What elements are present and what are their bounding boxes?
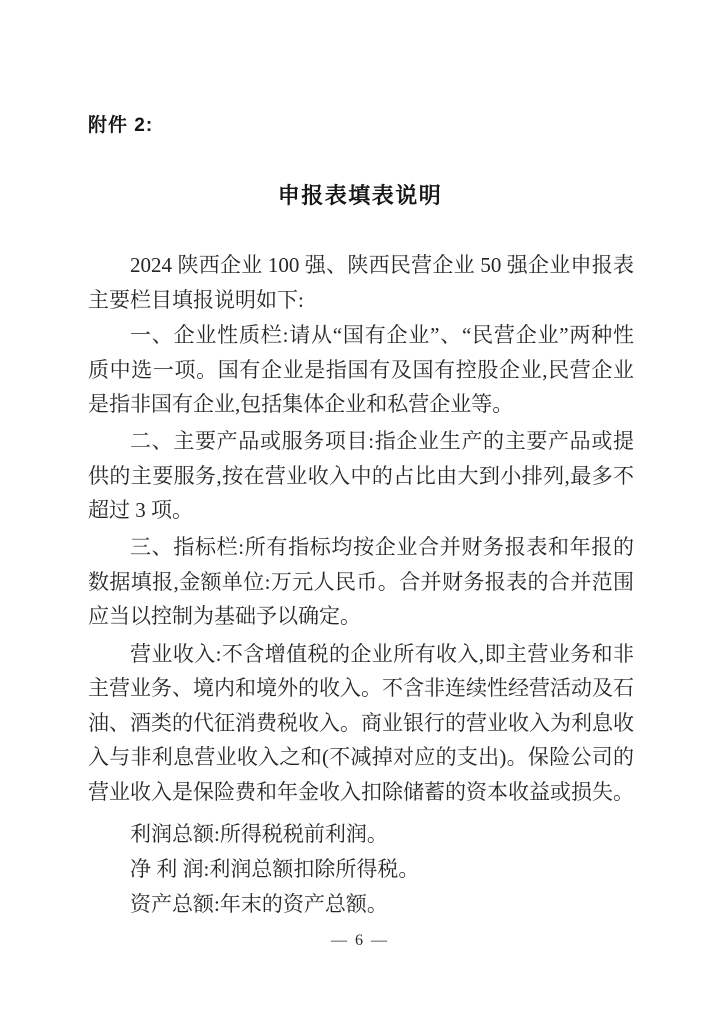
page-title: 申报表填表说明 — [277, 183, 443, 208]
document-body — [88, 248, 634, 921]
paragraph-item-2-main-products: 二、主要产品或服务项目:指企业生产的主要产品或提供的主要服务,按在营业收入中的占比由大到小排列,最多不超过 3 项。 — [88, 429, 634, 522]
paragraph-operating-revenue: 营业收入:不含增值税的企业所有收入,即主营业务和非主营业务、境内和境外的收入。不含非连续性经营活动及石油、酒类的代征消费税收入。商业银行的营业收入为利息收入与非利息营业收入之和(不减掉对应的支出)。保险公司的营业收入是保险费和年金收入扣除储蓄的资本收益或损失。 — [88, 641, 634, 804]
paragraph-net-profit: 净 利 润:利润总额扣除所得税。 — [130, 856, 420, 881]
paragraph-item-1-enterprise-nature: 一、企业性质栏:请从“国有企业”、“民营企业”两种性质中选一项。国有企业是指国有及国有控股企业,民营企业是指非国有企业,包括集体企业和私营企业等。 — [88, 323, 634, 416]
paragraph-intro: 2024 陕西企业 100 强、陕西民营企业 50 强企业申报表主要栏目填报说明如下: — [88, 253, 634, 312]
paragraph-total-assets: 资产总额:年末的资产总额。 — [130, 891, 388, 916]
page-number: — 6 — — [331, 932, 389, 949]
paragraph-total-profit: 利润总额:所得税税前利润。 — [130, 821, 388, 846]
attachment-label: 附件 2: — [88, 115, 154, 136]
paragraph-item-3-indicators: 三、指标栏:所有指标均按企业合并财务报表和年报的数据填报,金额单位:万元人民币。合并财务报表的合并范围应当以控制为基础予以确定。 — [88, 535, 634, 628]
